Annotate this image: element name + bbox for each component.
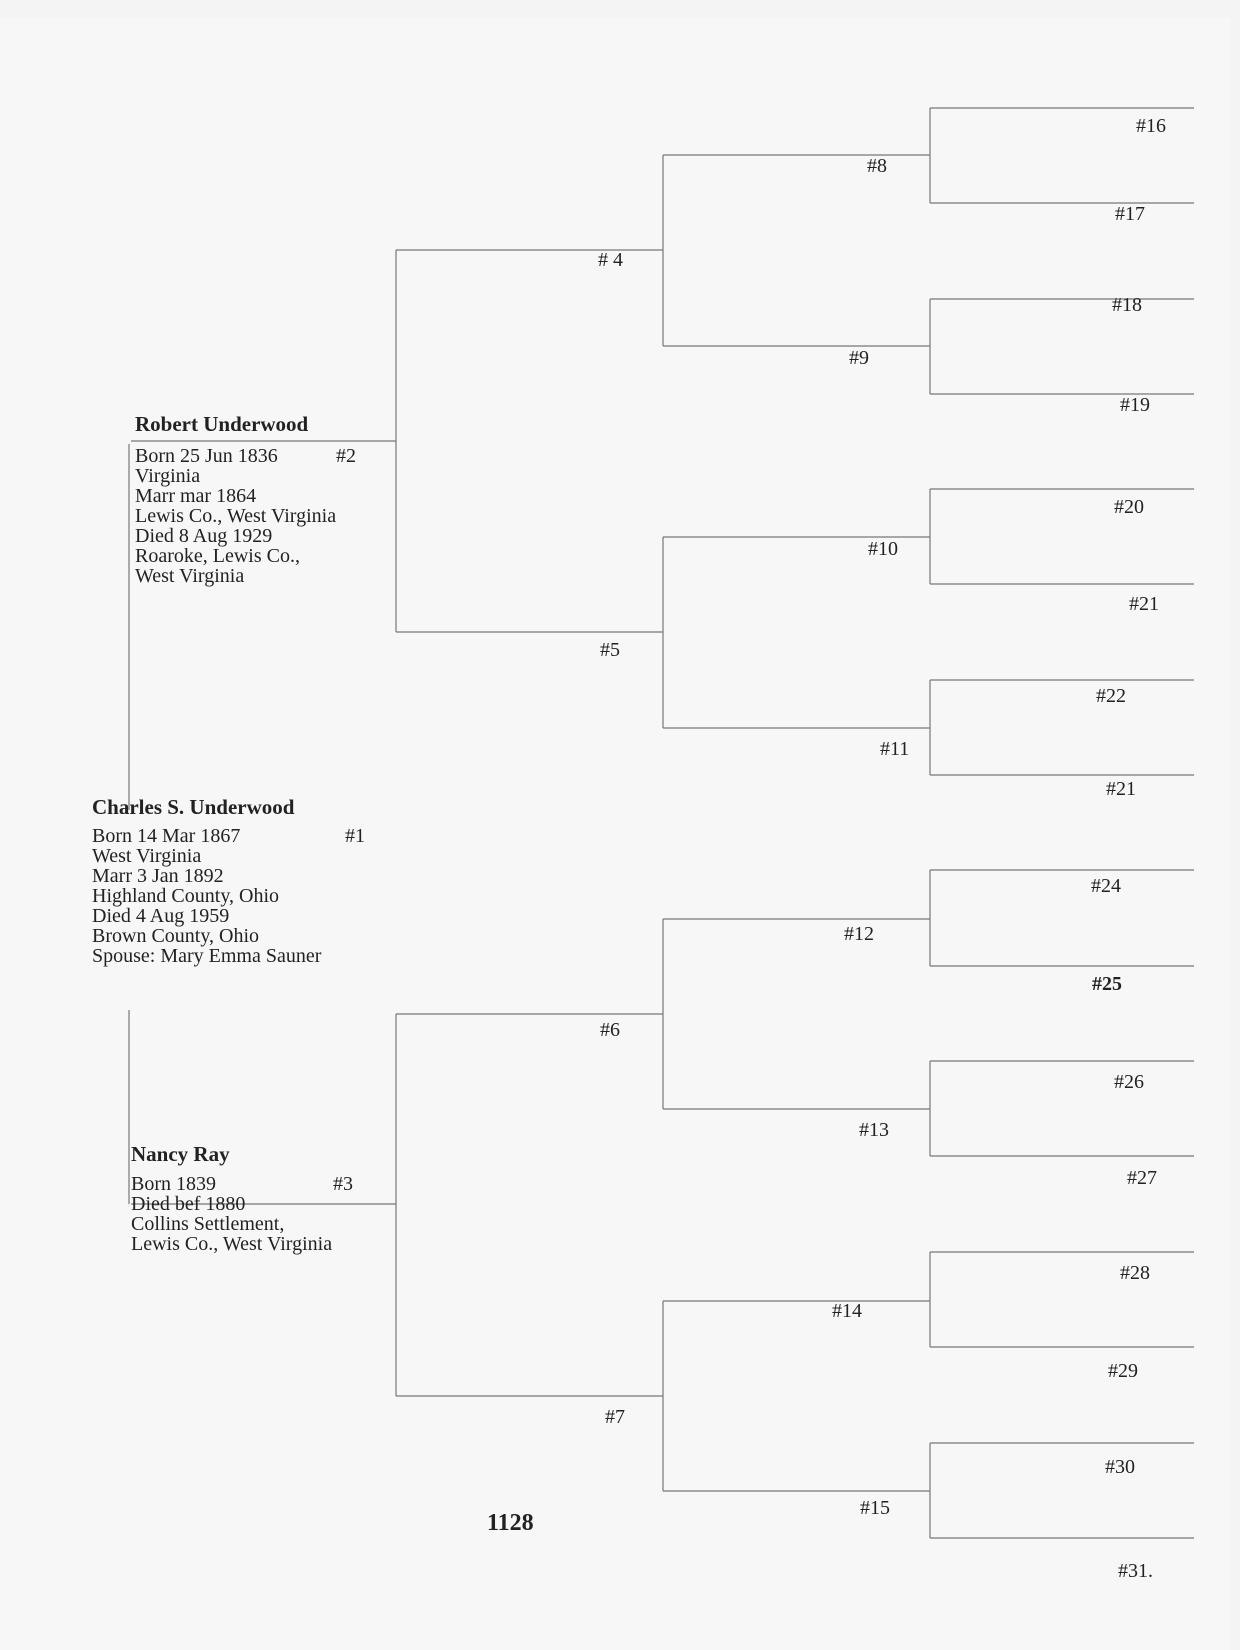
ancestor-29-number: #29 [1108,1360,1138,1382]
ancestor-21-number: #21 [1129,593,1159,615]
person-1-line: Brown County, Ohio [92,925,260,947]
person-2-line: Died 8 Aug 1929 [135,525,273,547]
person-3-line: Died bef 1880 [131,1193,246,1215]
person-3-line: Lewis Co., West Virginia [131,1233,333,1255]
person-2-line: West Virginia [135,565,245,587]
person-1-line: Spouse: Mary Emma Sauner [92,945,322,967]
ancestor-22-number: #22 [1096,685,1126,707]
ancestor-13-number: #13 [859,1119,889,1141]
ancestor-26-number: #26 [1114,1071,1144,1093]
ancestor-24-number: #24 [1091,875,1121,897]
ancestor-16-number: #16 [1136,115,1166,137]
person-1-details [92,826,321,966]
ancestor-9-number: #9 [849,347,869,369]
pedigree-chart-page [0,18,1230,1650]
ancestor-19-number: #19 [1120,394,1150,416]
ancestor-8-number: #8 [867,155,887,177]
person-2-details [135,446,336,586]
ancestor-20-number: #20 [1114,496,1144,518]
person-3-name: Nancy Ray [131,1142,230,1166]
person-3-details [131,1174,332,1254]
person-1-line: Born 14 Mar 1867 [92,825,241,847]
ancestor-27-number: #27 [1127,1167,1157,1189]
person-2-line: Roaroke, Lewis Co., [135,545,300,567]
person-1-line: Highland County, Ohio [92,885,280,907]
ancestor-28-number: #28 [1120,1262,1150,1284]
person-2-line: Marr mar 1864 [135,485,257,507]
person-3-line: Collins Settlement, [131,1213,285,1235]
person-1-name: Charles S. Underwood [92,795,295,819]
ancestor-11-number: #11 [880,738,910,760]
ancestor-7-number: #7 [605,1406,625,1428]
ancestor-30-number: #30 [1105,1456,1135,1478]
person-1-number: #1 [345,825,365,847]
ancestor-17-number: #17 [1115,203,1145,225]
page-number: 1128 [487,1510,534,1536]
ancestor-18-number: #18 [1112,294,1142,316]
ancestor-25-number: #25 [1092,973,1122,995]
ancestor-5-number: #5 [600,639,620,661]
ancestor-31-number: #31. [1118,1560,1153,1582]
person-1-line: Marr 3 Jan 1892 [92,865,224,887]
ancestor-6-number: #6 [600,1019,620,1041]
ancestor-14-number: #14 [832,1300,862,1322]
person-1-line: West Virginia [92,845,202,867]
person-2-line: Lewis Co., West Virginia [135,505,337,527]
person-2-number: #2 [336,445,356,467]
person-2-line: Born 25 Jun 1836 [135,445,278,467]
person-3-number: #3 [333,1173,353,1195]
ancestor-4-number: # 4 [598,249,623,271]
ancestor-23-number: #21 [1106,778,1136,800]
person-2-name: Robert Underwood [135,412,309,436]
person-2-line: Virginia [135,465,201,487]
ancestor-12-number: #12 [844,923,874,945]
ancestor-15-number: #15 [860,1497,890,1519]
person-3-line: Born 1839 [131,1173,216,1195]
person-1-line: Died 4 Aug 1959 [92,905,230,927]
ancestor-10-number: #10 [868,538,898,560]
